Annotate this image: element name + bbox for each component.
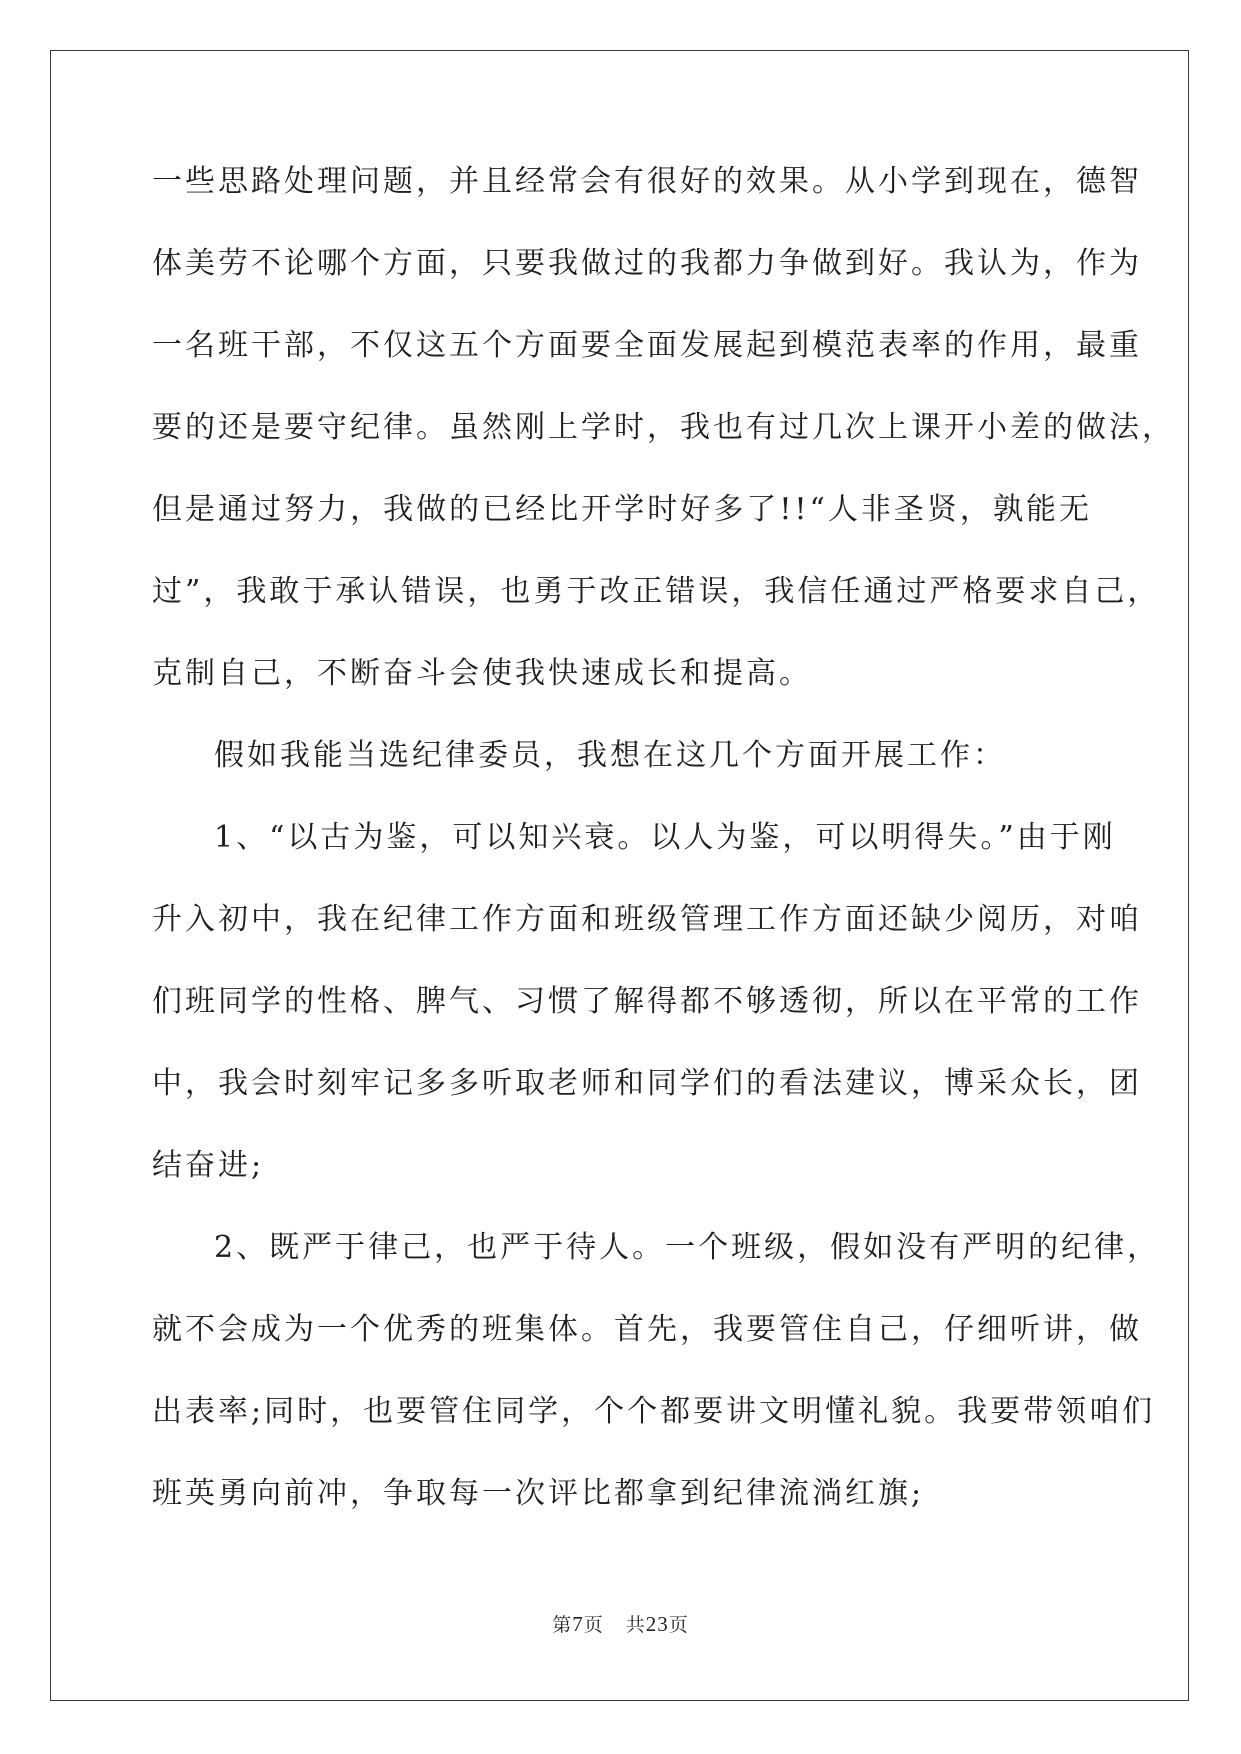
paragraph-line: 1、“以古为鉴，可以知兴衰。以人为鉴，可以明得失。”由于刚: [214, 820, 1116, 855]
paragraph-line: 要的还是要守纪律。虽然刚上学时，我也有过几次上课开小差的做法，: [152, 410, 1175, 445]
paragraph-line: 中，我会时刻牢记多多听取老师和同学们的看法建议，博采众长，团: [152, 1066, 1142, 1101]
paragraph-line: 升入初中，我在纪律工作方面和班级管理工作方面还缺少阅历，对咱: [152, 902, 1142, 937]
paragraph-line: 出表率;同时，也要管住同学，个个都要讲文明懂礼貌。我要带领咱们: [152, 1394, 1156, 1429]
paragraph-line: 一些思路处理问题，并且经常会有很好的效果。从小学到现在，德智: [152, 164, 1142, 199]
paragraph-line: 体美劳不论哪个方面，只要我做过的我都力争做到好。我认为，作为: [152, 246, 1142, 281]
document-body: [152, 160, 1175, 1554]
total-prefix: 共: [625, 1614, 646, 1636]
paragraph-line: 假如我能当选纪律委员，我想在这几个方面开展工作：: [214, 738, 1006, 773]
total-suffix: 页: [668, 1614, 689, 1636]
page-prefix: 第: [552, 1614, 573, 1636]
paragraph-line: 克制自己，不断奋斗会使我快速成长和提高。: [152, 656, 812, 691]
paragraph-line: 一名班干部，不仅这五个方面要全面发展起到模范表率的作用，最重: [152, 328, 1142, 363]
total-pages: 23: [645, 1612, 669, 1636]
page-suffix: 页: [583, 1614, 604, 1636]
paragraph-line: 过”，我敢于承认错误，也勇于改正错误，我信任通过严格要求自己，: [152, 574, 1161, 609]
paragraph-line: 们班同学的性格、脾气、习惯了解得都不够透彻，所以在平常的工作: [152, 984, 1142, 1019]
page-footer: [0, 1610, 1241, 1637]
paragraph-line: 但是通过努力，我做的已经比开学时好多了!!“人非圣贤，孰能无: [152, 492, 1092, 527]
page-number: 7: [572, 1612, 584, 1636]
paragraph-line: 2、既严于律己，也严于待人。一个班级，假如没有严明的纪律，: [214, 1230, 1161, 1265]
paragraph-line: 班英勇向前冲，争取每一次评比都拿到纪律流淌红旗;: [152, 1476, 925, 1511]
paragraph-line: 就不会成为一个优秀的班集体。首先，我要管住自己，仔细听讲，做: [152, 1312, 1142, 1347]
paragraph-line: 结奋进;: [152, 1148, 265, 1183]
